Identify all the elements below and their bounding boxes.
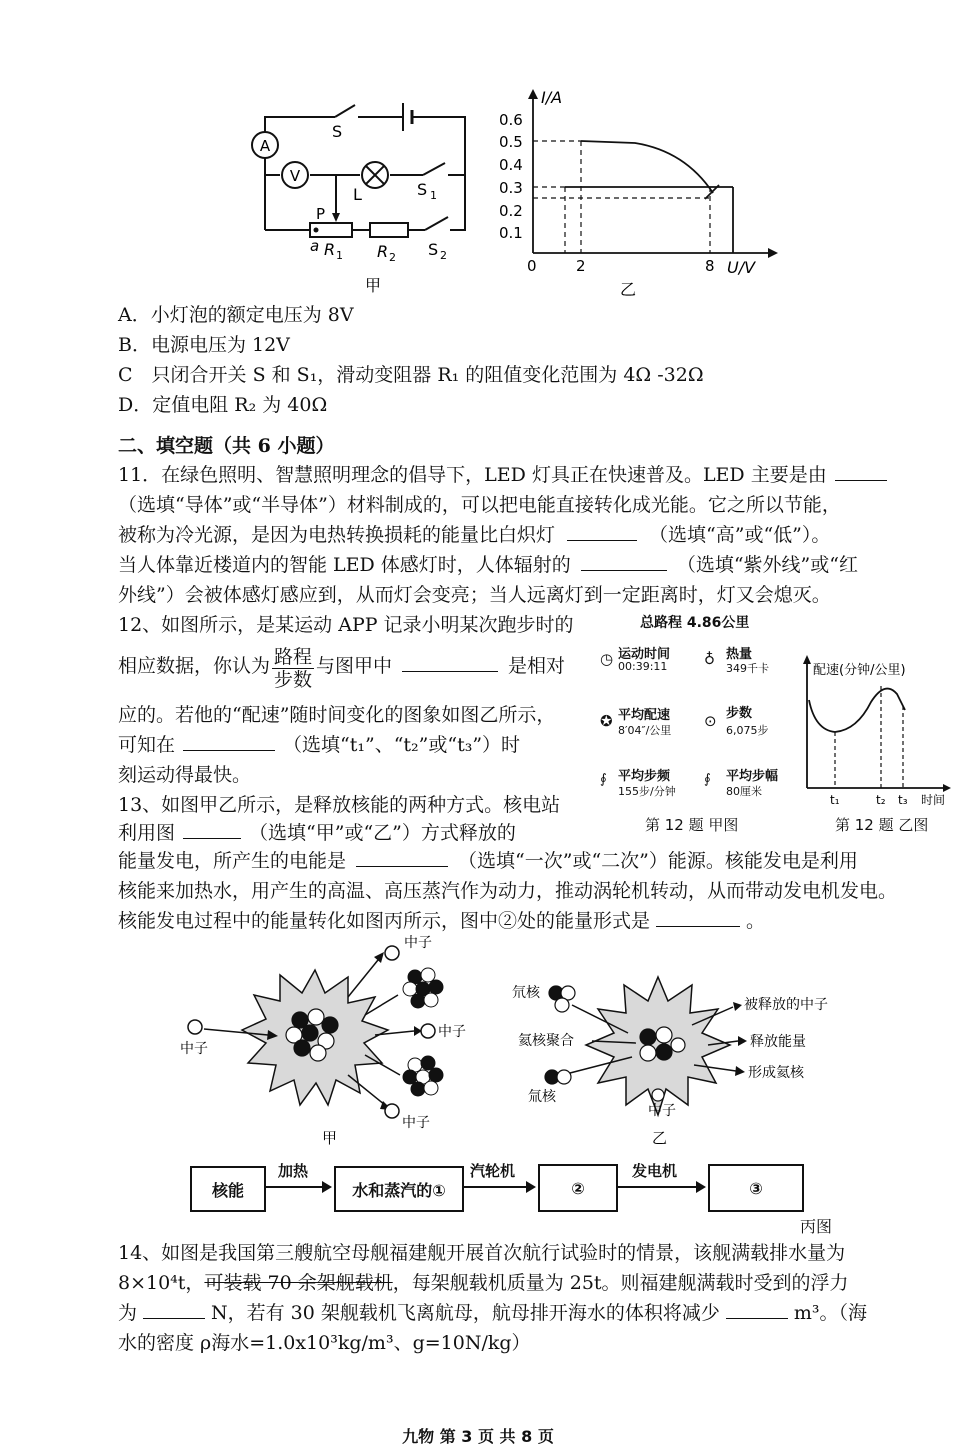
svg-text:t₁: t₁ [830, 793, 840, 807]
q12-line1: 12、如图所示，是某运动 APP 记录小明某次跑步时的 [118, 614, 574, 636]
switch-s1-label: S [417, 180, 428, 199]
incoming-neutron-label: 中子 [180, 1041, 208, 1057]
flow-box-2: ② [538, 1164, 618, 1212]
app-total-distance: 总路程 4.86公里 [640, 615, 750, 631]
page-footer: 九物 第 3 页 共 8 页 [402, 1427, 554, 1446]
helium-label: 形成氦核 [748, 1065, 804, 1081]
q12-line4: 可知在 （选填“t₁”、“t₂”或“t₃”）时 [118, 734, 521, 756]
middle-neutron-label: 中子 [438, 1024, 466, 1040]
q14-line1: 14、如图是我国第三艘航空母舰福建舰开展首次航行试验时的情景，该舰满载排水量为 [118, 1242, 846, 1264]
q13-line1: 13、如图甲乙所示，是释放核能的两种方式。核电站 [118, 794, 561, 816]
flow-box-nuclear: 核能 [190, 1166, 266, 1212]
fission-diagram [170, 935, 480, 1150]
fusion-label: 氦核聚合 [518, 1033, 574, 1049]
option-a: A．小灯泡的额定电压为 8V [118, 304, 354, 326]
option-c: C 只闭合开关 S 和 S₁，滑动变阻器 R₁ 的阻值变化范围为 4Ω -32Ω [118, 364, 704, 386]
fission-caption: 甲 [322, 1129, 338, 1147]
flow-label-heat: 加热 [278, 1162, 309, 1180]
pace-time-chart [795, 650, 953, 810]
svg-text:0: 0 [527, 257, 537, 275]
clock-icon: ◷ [600, 650, 614, 668]
released-neutron-label: 被释放的中子 [744, 997, 828, 1013]
svg-text:2: 2 [440, 249, 447, 262]
pace-icon: ✪ [600, 712, 613, 730]
q14-line3: 为 N，若有 30 架舰载机飞离航母，航母排开海水的体积将减少 m³。（海 [118, 1302, 868, 1324]
circuit-caption: 甲 [365, 276, 382, 295]
iu-graph [495, 85, 785, 300]
tritium-label: 氚核 [528, 1089, 556, 1105]
r2-label: R [377, 242, 389, 261]
ammeter-label: A [259, 137, 271, 155]
fusion-neutron-label: 中子 [648, 1103, 676, 1119]
bottom-neutron-label: 中子 [402, 1115, 430, 1131]
flame-icon: ♁ [704, 650, 715, 668]
fraction-denominator: 步数 [274, 669, 313, 691]
pace-x-label: 时间 [921, 793, 946, 807]
svg-text:1: 1 [336, 249, 343, 262]
q12-line5: 刻运动得最快。 [118, 764, 252, 786]
flow-box-3: ③ [708, 1164, 804, 1212]
option-d: D．定值电阻 R₂ 为 40Ω [118, 394, 328, 416]
q13-line5: 核能发电过程中的能量转化如图丙所示，图中②处的能量形式是 。 [118, 910, 766, 932]
svg-text:0.3: 0.3 [499, 179, 523, 197]
stride-icon: ∮ [704, 772, 711, 787]
circuit-diagram [240, 95, 480, 295]
fraction-numerator: 路程 [274, 646, 313, 668]
flow-label-generator: 发电机 [632, 1162, 678, 1180]
svg-text:0.4: 0.4 [499, 156, 523, 174]
q13-line3: 能量发电，所产生的电能是 （选填“一次”或“二次”）能源。核能发电是利用 [118, 850, 858, 872]
q11-line3: 被称为冷光源，是因为电热转换损耗的能量比白炽灯 （选填“高”或“低”）。 [118, 524, 831, 546]
lamp-label: L [353, 185, 362, 204]
flow-box-water: 水和蒸汽的① [334, 1166, 464, 1212]
svg-text:8: 8 [705, 257, 715, 275]
app-stats: ◷ 运动时间 00:39:11 ♁ 热量 349千卡 ✪ 平均配速 8′04″/公里 ⊙ 步数 6,075步 ∮ 平均步频 155步/分钟 ∮ 平均步幅 80厘米 [600, 647, 779, 798]
q12-line2: 相应数据，你认为 $\frac{\text{路程}}{\text{步数}}$ 与图甲中 是相对 [118, 646, 566, 691]
cadence-icon: ∮ [600, 772, 607, 787]
svg-text:1: 1 [430, 189, 437, 202]
q14-line4: 水的密度 ρ海水=1.0x10³kg/m³、g=10N/kg） [118, 1332, 531, 1354]
steps-icon: ⊙ [704, 712, 717, 730]
r1-label: R [324, 240, 336, 259]
svg-text:2: 2 [576, 257, 586, 275]
switch-s-label: S [332, 122, 343, 141]
voltmeter-label: V [289, 167, 301, 185]
q11-line5: 外线”）会被体感灯感应到，从而灯会变亮；当人远离灯到一定距离时，灯又会熄灭。 [118, 584, 831, 606]
q11-line4: 当人体靠近楼道内的智能 LED 体感灯时，人体辐射的 （选填“紫外线”或“红 [118, 554, 858, 576]
svg-text:0.2: 0.2 [499, 202, 523, 220]
svg-text:2: 2 [389, 251, 396, 264]
svg-text:0.1: 0.1 [499, 224, 523, 242]
q11-line2: （选填“导体”或“半导体”）材料制成的，可以把电能直接转化成光能。它之所以节能， [118, 494, 841, 516]
fusion-caption: 乙 [652, 1129, 668, 1147]
top-neutron-label: 中子 [404, 935, 432, 951]
svg-text:a: a [310, 237, 320, 255]
flow-caption: 丙图 [800, 1217, 833, 1236]
deuterium-label: 氘核 [512, 985, 540, 1001]
x-axis-label: U/V [727, 258, 756, 277]
q14-line2: 8×10⁴t，可装载 70 余架舰载机，每架舰载机质量为 25t。则福建舰满载时受到的浮力 [118, 1272, 849, 1294]
app-caption: 第 12 题 甲图 [645, 816, 739, 834]
y-axis-label: I/A [541, 88, 563, 107]
q11-line1: 11．在绿色照明、智慧照明理念的倡导下，LED 灯具正在快速普及。LED 主要是由 [118, 462, 887, 488]
pace-y-label: 配速(分钟/公里) [813, 663, 906, 678]
svg-text:0.5: 0.5 [499, 133, 523, 151]
slider-p-label: P [316, 205, 326, 223]
q13-line4: 核能来加热水，用产生的高温、高压蒸汽作为动力，推动涡轮机转动，从而带动发电机发电。 [118, 880, 898, 902]
svg-text:t₂: t₂ [876, 793, 886, 807]
graph-caption: 乙 [620, 280, 637, 299]
option-b: B．电源电压为 12V [118, 334, 290, 356]
switch-s2-label: S [428, 240, 439, 259]
flow-label-turbine: 汽轮机 [470, 1162, 516, 1180]
svg-text:0.6: 0.6 [499, 111, 523, 129]
pace-chart-caption: 第 12 题 乙图 [835, 816, 929, 834]
section-title: 二、填空题（共 6 小题） [118, 435, 335, 457]
fusion-diagram [508, 965, 848, 1150]
svg-text:t₃: t₃ [898, 793, 908, 807]
q12-line3: 应的。若他的“配速”随时间变化的图象如图乙所示， [118, 704, 556, 726]
q13-line2: 利用图 （选填“甲”或“乙”）方式释放的 [118, 822, 516, 844]
release-energy-label: 释放能量 [750, 1034, 806, 1050]
